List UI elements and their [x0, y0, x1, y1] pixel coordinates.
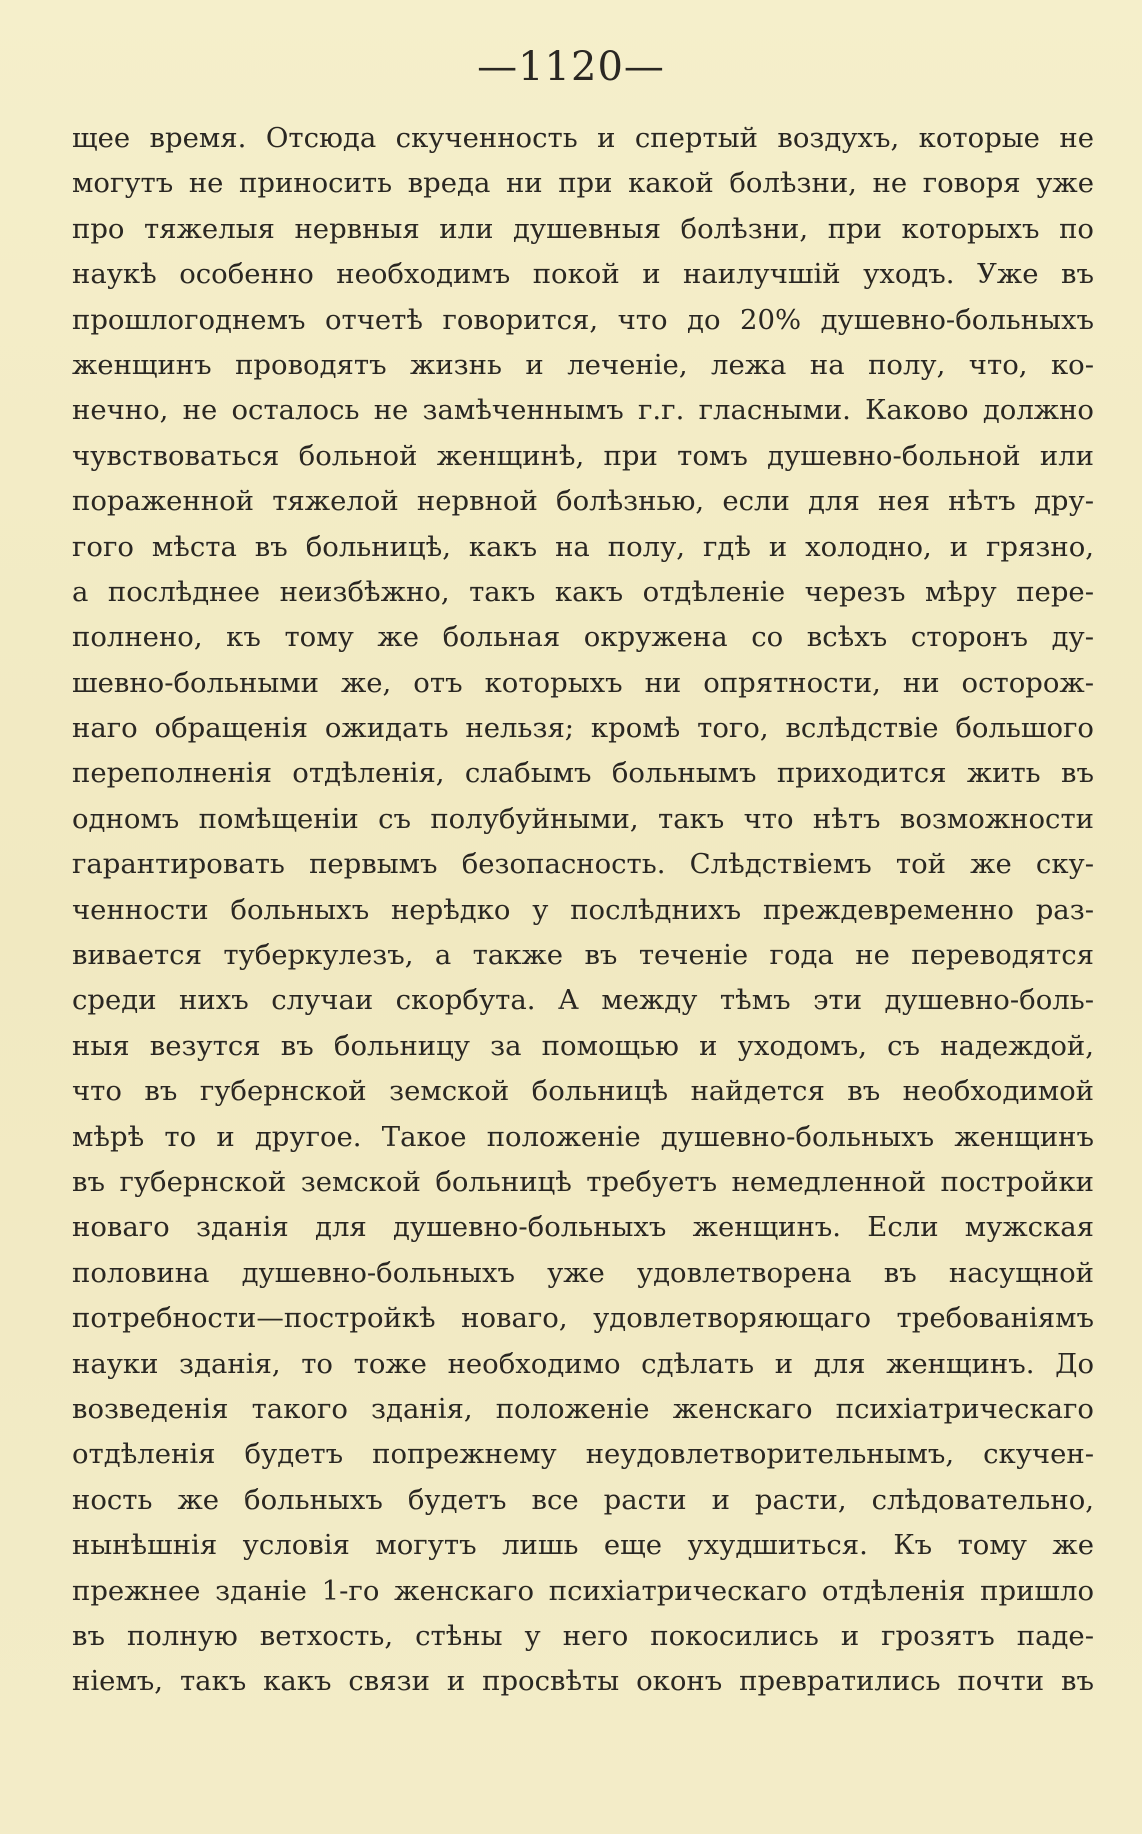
page-number: —1120— [477, 44, 665, 90]
text-line: наукѣ особенно необходимъ покой и наилучшій уходъ. Уже въ [72, 258, 1094, 291]
text-line: нынѣшнія условія могутъ лишь еще ухудшиться. Къ тому же [72, 1529, 1094, 1562]
text-line: пораженной тяжелой нервной болѣзнью, если для нея нѣтъ дру- [72, 485, 1094, 518]
text-line: ченности больныхъ нерѣдко у послѣднихъ преждевременно раз- [72, 893, 1094, 926]
text-line: вивается туберкулезъ, а также въ теченіе года не переводятся [72, 939, 1094, 972]
text-line: прежнее зданіе 1-го женскаго психіатрическаго отдѣленія пришло [72, 1574, 1094, 1607]
text-line: ніемъ, такъ какъ связи и просвѣты оконъ превратились почти въ [72, 1665, 1094, 1698]
text-line: переполненія отдѣленія, слабымъ больнымъ приходится жить въ [72, 757, 1094, 790]
text-line: что въ губернской земской больницѣ найдется въ необходимой [72, 1075, 1094, 1108]
text-line: возведенія такого зданія, положеніе женскаго психіатрическаго [72, 1392, 1094, 1425]
text-line: про тяжелыя нервныя или душевныя болѣзни, при которыхъ по [72, 212, 1094, 245]
text-line: гого мѣста въ больницѣ, какъ на полу, гдѣ и холодно, и грязно, [72, 530, 1094, 563]
text-line: среди нихъ случаи скорбута. А между тѣмъ эти душевно-боль- [72, 984, 1094, 1017]
text-line: одномъ помѣщеніи съ полубуйными, такъ что нѣтъ возможности [72, 802, 1094, 835]
text-line: щее время. Отсюда скученность и спертый воздухъ, которые не [72, 122, 1094, 154]
text-line: новаго зданія для душевно-больныхъ женщинъ. Если мужская [72, 1211, 1094, 1244]
body-text [72, 116, 1094, 1705]
text-line: прошлогоднемъ отчетѣ говорится, что до 20% душевно-больныхъ [72, 303, 1094, 336]
text-line: могутъ не приносить вреда ни при какой болѣзни, не говоря уже [72, 167, 1094, 200]
text-line: отдѣленія будетъ попрежнему неудовлетворительнымъ, скучен- [72, 1438, 1094, 1471]
text-line: полнено, къ тому же больная окружена со всѣхъ сторонъ ду- [72, 621, 1094, 654]
text-line: въ губернской земской больницѣ требуетъ немедленной постройки [72, 1165, 1094, 1198]
text-line: а послѣднее неизбѣжно, такъ какъ отдѣленіе черезъ мѣру пере- [72, 575, 1094, 608]
text-line: мѣрѣ то и другое. Такое положеніе душевно-больныхъ женщинъ [72, 1120, 1094, 1153]
text-line: въ полную ветхость, стѣны у него покосились и грозятъ паде- [72, 1619, 1094, 1652]
text-line: науки зданія, то тоже необходимо сдѣлать и для женщинъ. До [72, 1347, 1094, 1380]
text-line: ныя везутся въ больницу за помощью и уходомъ, съ надеждой, [72, 1029, 1094, 1062]
text-line: ность же больныхъ будетъ все расти и расти, слѣдовательно, [72, 1483, 1094, 1516]
text-line: наго обращенія ожидать нельзя; кромѣ того, вслѣдствіе большого [72, 712, 1094, 745]
text-line: гарантировать первымъ безопасность. Слѣдствіемъ той же ску- [72, 848, 1094, 881]
text-line: чувствоваться больной женщинѣ, при томъ душевно-больной или [72, 439, 1094, 472]
text-line: женщинъ проводятъ жизнь и леченіе, лежа на полу, что, ко- [72, 348, 1094, 381]
text-line: половина душевно-больныхъ уже удовлетворена въ насущной [72, 1256, 1094, 1289]
text-line: нечно, не осталось не замѣченнымъ г.г. гласными. Каково должно [72, 394, 1094, 427]
text-line: потребности—постройкѣ новаго, удовлетворяющаго требованіямъ [72, 1302, 1094, 1335]
text-line: шевно-больными же, отъ которыхъ ни опрятности, ни осторож- [72, 666, 1094, 699]
